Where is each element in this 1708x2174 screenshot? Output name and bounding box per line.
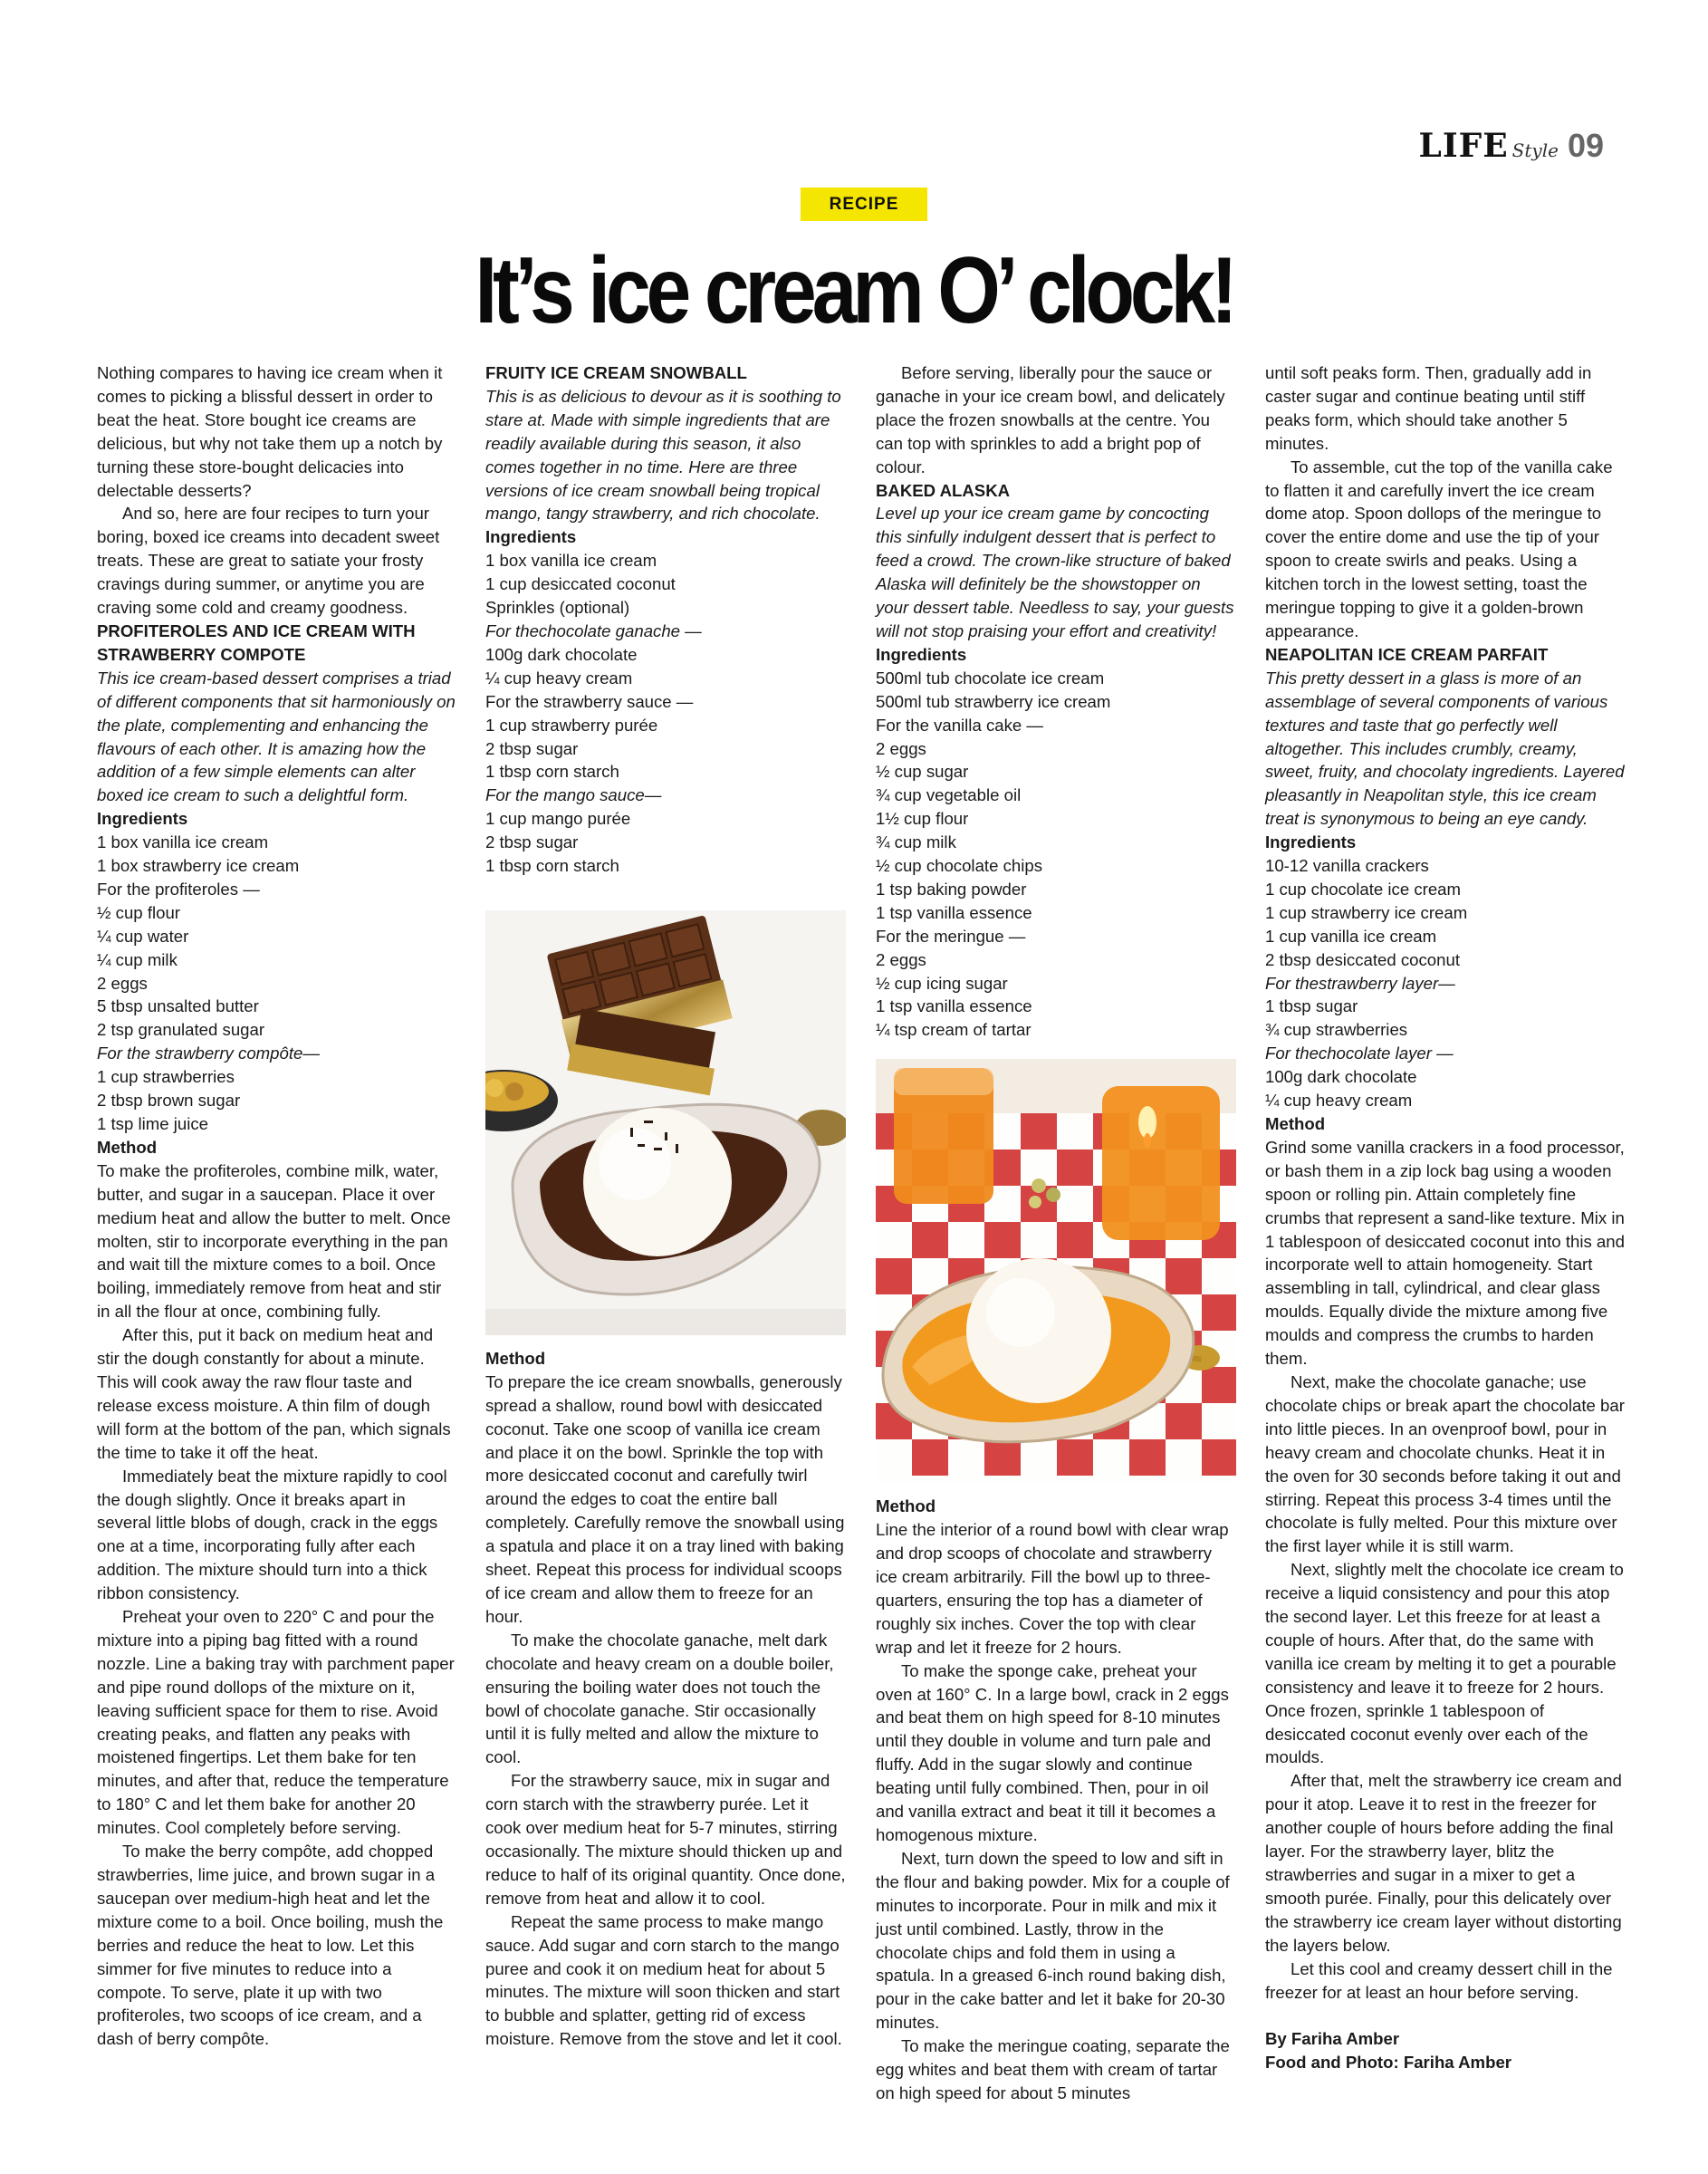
ingredient-line: 1 tbsp corn starch	[485, 856, 619, 876]
photo-credit: Food and Photo: Fariha Amber	[1265, 2053, 1512, 2073]
ingredient-line: ¼ cup water	[97, 926, 189, 946]
ingredient-line: 1 tsp vanilla essence	[876, 996, 1032, 1016]
ingredient-line: 500ml tub chocolate ice cream	[876, 668, 1105, 688]
ingredient-line: 2 tsp granulated sugar	[97, 1020, 265, 1040]
column-4	[1265, 361, 1626, 2074]
method-paragraph: Next, make the chocolate ganache; use chocolate chips or break apart the chocolate bar into little pieces. In an ovenproof bowl, pour in heavy cream and chocolate chunks. Heat it in the oven for 30 seconds before taking it out and stirring. Repeat this process 3-4 times until the chocolate is fully melted. Pour this mixture over the first layer while it is still warm.	[1265, 1371, 1625, 1556]
method-paragraph: Repeat the same process to make mango sauce. Add sugar and corn starch to the mango puree and cook it on medium heat for about 5 minutes. The mixture will soon thicken and start to bubble and splatter, getting rid of excess moisture. Remove from the stove and let it cool.	[485, 1911, 842, 2049]
ingredient-line: 1 cup strawberry ice cream	[1265, 902, 1468, 922]
recipe-intro: This is as delicious to devour as it is soothing to stare at. Made with simple ingredients that are readily available during this season, it also comes together in no time. Here are three versions of ice cream snowball being tropical mango, tangy strawberry, and rich chocolate.	[485, 386, 841, 524]
mango-snowball-photo	[876, 1059, 1236, 1483]
ingredient-line: 1 cup mango purée	[485, 809, 631, 829]
method-heading: Method	[97, 1137, 158, 1157]
recipe-title-profiteroles: PROFITEROLES AND ICE CREAM WITH STRAWBERRY COMPOTE	[97, 620, 416, 664]
recipe-title-baked-alaska: BAKED ALASKA	[876, 480, 1011, 500]
ingredient-line: For the meringue —	[876, 926, 1026, 946]
ingredient-line: 5 tbsp unsalted butter	[97, 996, 259, 1016]
ingredient-line: 1 cup chocolate ice cream	[1265, 879, 1462, 899]
headline: It’s ice cream O’ clock!	[475, 238, 1233, 343]
ingredient-sublabel: For the strawberry sauce —	[485, 691, 694, 711]
ingredient-sublabel: For thestrawberry layer—	[1265, 973, 1455, 993]
ingredient-line: 100g dark chocolate	[485, 644, 638, 664]
ingredients-heading: Ingredients	[97, 809, 188, 829]
section-tag: RECIPE	[801, 188, 927, 221]
method-paragraph: Preheat your oven to 220° C and pour the mixture into a piping bag fitted with a round nozzle. Line a baking tray with parchment paper and pipe round dollops of the mixture on it, leaving sufficient space for them to rise. Avoid creating peaks, and flatten any peaks with moistened fingertips. Let them bake for ten minutes, and after that, reduce the temperature to 180° C and let them bake for another 20 minutes. Cool completely before serving.	[97, 1607, 455, 1838]
method-paragraph: To make the berry compôte, add chopped strawberries, lime juice, and brown sugar in a saucepan over medium-high heat and let the mixture come to a boil. Once boiling, mush the berries and reduce the heat to low. Let this simmer for five minutes to reduce into a compote. To serve, plate it up with two profiteroles, two scoops of ice cream, and a dash of berry compôte.	[97, 1842, 444, 2049]
snowball-illustration	[485, 910, 846, 1335]
juice-glass	[894, 1068, 993, 1204]
method-paragraph: To prepare the ice cream snowballs, generously spread a shallow, round bowl with desiccated coconut. Take one scoop of vanilla ice cream and place it on the bowl. Sprinkle the top with more desiccated coconut and carefully twirl around the edges to coat the entire ball completely. Carefully remove the snowball using a spatula and place it on a tray lined with baking sheet. Repeat this process for individual scoops of ice cream and allow them to freeze for an hour.	[485, 1371, 845, 1626]
mango-snowball-illustration	[876, 1059, 1236, 1483]
method-paragraph: Let this cool and creamy dessert chill in the freezer for at least an hour before serving.	[1265, 1958, 1613, 2002]
ingredients-heading: Ingredients	[1265, 832, 1357, 852]
recipe-title-parfait: NEAPOLITAN ICE CREAM PARFAIT	[1265, 644, 1549, 664]
ingredient-line: 1 tsp lime juice	[97, 1114, 208, 1133]
ingredient-line: ¼ cup milk	[97, 949, 178, 969]
ingredient-line: 2 eggs	[876, 949, 926, 969]
juice-glass-2	[1102, 1086, 1220, 1240]
ingredient-line: Sprinkles (optional)	[485, 598, 630, 618]
ingredient-line: 1 tbsp sugar	[1265, 996, 1358, 1016]
method-paragraph: To make the profiteroles, combine milk, water, butter, and sugar in a saucepan. Place it over medium heat and allow the butter to melt. Once molten, stir to incorporate everything in the pan and wait till the mixture comes to a boil. Once boiling, immediately remove from heat and stir in all the flour at once, combining fully.	[97, 1160, 451, 1322]
method-heading: Method	[876, 1496, 936, 1516]
snowball-photo	[485, 910, 846, 1335]
method-paragraph: To make the chocolate ganache, melt dark chocolate and heavy cream on a double boiler, ensuring the boiling water does not touch the bowl of chocolate ganache. Stir occasionally until it is fully melted and allow the mixture to cool.	[485, 1630, 834, 1767]
ingredient-line: ¼ tsp cream of tartar	[876, 1020, 1032, 1040]
ingredient-sublabel: For thechocolate ganache —	[485, 620, 702, 640]
ingredient-line: 1 tbsp corn starch	[485, 762, 619, 782]
ingredient-line: For the profiteroles —	[97, 879, 260, 899]
ingredient-line: 1 box vanilla ice cream	[97, 832, 269, 852]
method-paragraph: Line the interior of a round bowl with clear wrap and drop scoops of chocolate and strawberry ice cream arbitrarily. Fill the bowl up to three-quarters, ensuring the top has a diameter of roughly six inches. Cover the top with clear wrap and let it freeze for 2 hours.	[876, 1520, 1229, 1657]
recipe-intro: This pretty dessert in a glass is more of an assemblage of several components of various textures and taste that go perfectly well altogether. This includes crumbly, creamy, sweet, fruity, and chocolaty ingredients. Layered pleasantly in Neapolitan style, this ice cream treat is synonymous to being an eye candy.	[1265, 668, 1625, 829]
ingredient-line: 1½ cup flour	[876, 809, 969, 829]
ingredients-heading: Ingredients	[876, 644, 967, 664]
ingredient-line: ¾ cup strawberries	[1265, 1020, 1408, 1040]
ingredient-line: 1 tsp vanilla essence	[876, 902, 1032, 922]
ingredient-line: ¼ cup heavy cream	[485, 668, 633, 688]
ingredient-line: 2 tbsp sugar	[485, 738, 579, 758]
ingredient-line: 1 box strawberry ice cream	[97, 856, 300, 876]
intro-paragraph: Nothing compares to having ice cream when it comes to picking a blissful dessert in order to beat the heat. Store bought ice creams are delicious, but why not take them up a notch by turning these store-bought delicacies into delectable desserts?	[97, 363, 443, 500]
continued-paragraph: until soft peaks form. Then, gradually add in caster sugar and continue beating until stiff peaks form, which should take another 5 minutes.	[1265, 363, 1592, 453]
ingredient-line: ¼ cup heavy cream	[1265, 1091, 1413, 1111]
ingredient-line: ¾ cup vegetable oil	[876, 785, 1022, 805]
ingredient-sublabel: For the mango sauce—	[485, 785, 662, 805]
intro-paragraph-2: And so, here are four recipes to turn your boring, boxed ice creams into decadent sweet treats. These are great to satiate your frosty cravings during summer, or anytime you are craving some cold and creamy goodness.	[97, 504, 440, 618]
ingredient-line: 1 cup vanilla ice cream	[1265, 926, 1437, 946]
method-paragraph: For the strawberry sauce, mix in sugar and corn starch with the strawberry purée. Let it cook over medium heat for 5-7 minutes, stirring occasionally. The mixture should thicken up and reduce to half of its original quantity. Once done, remove from heat and allow it to cool.	[485, 1771, 846, 1908]
method-paragraph: Grind some vanilla crackers in a food processor, or bash them in a zip lock bag using a wooden spoon or rolling pin. Attain completely fine crumbs that represent a sand-like texture. Mix in 1 tablespoon of desiccated coconut into this and incorporate well to attain homogeneity. Start assembling in tall, cylindrical, and clear glass moulds. Equally divide the mixture among five moulds and compress the crumbs to harden them.	[1265, 1137, 1625, 1369]
recipe-intro: This ice cream-based dessert comprises a triad of different components that sit harmoniously on the plate, complementing and enhancing the flavours of each other. It is amazing how the addition of a few simple elements can alter boxed ice cream to such a delightful form.	[97, 668, 456, 805]
column-1	[97, 361, 457, 2051]
ingredient-sublabel: For thechocolate layer —	[1265, 1044, 1454, 1063]
ingredient-line: 100g dark chocolate	[1265, 1067, 1417, 1087]
serving-paragraph: Before serving, liberally pour the sauce or ganache in your ice cream bowl, and delicately place the frozen snowballs at the centre. You can top with sprinkles to add a bright pop of colour.	[876, 363, 1225, 476]
logo-script: Style	[1511, 139, 1559, 161]
ingredient-line: 1 cup strawberries	[97, 1067, 235, 1087]
method-paragraph: Next, slightly melt the chocolate ice cream to receive a liquid consistency and pour this atop the second layer. Let this freeze for at least a couple of hours. After that, do the same with vanilla ice cream by melting it to get a pourable consistency and leave it to freeze for 2 hours. Once frozen, sprinkle 1 tablespoon of desiccated coconut evenly over each of the moulds.	[1265, 1560, 1624, 1767]
ingredient-line: ¾ cup milk	[876, 832, 956, 852]
method-paragraph: Next, turn down the speed to low and sift in the flour and baking powder. Mix for a couple of minutes to incorporate. Pour in milk and mix it just until combined. Lastly, throw in the chocolate chips and fold them in using a spatula. In a greased 6-inch round baking dish, pour in the cake batter and let it bake for 20-30 minutes.	[876, 1848, 1230, 2033]
ingredient-line: ½ cup icing sugar	[876, 973, 1008, 993]
ingredient-line: 1 tsp baking powder	[876, 879, 1027, 899]
ingredient-line: ½ cup sugar	[876, 762, 969, 782]
method-paragraph: After this, put it back on medium heat and stir the dough constantly for about a minute. This will cook away the raw flour taste and release excess moisture. A thin film of dough will form at the bottom of the pan, which signals the time to take it off the heat.	[97, 1325, 451, 1462]
byline-spacer	[1265, 2004, 1626, 2027]
life-style-logo	[1419, 127, 1559, 165]
ingredient-line: 2 eggs	[97, 973, 148, 993]
masthead	[1419, 127, 1604, 165]
ingredient-sublabel: For the strawberry compôte—	[97, 1044, 320, 1063]
ingredient-line: 500ml tub strawberry ice cream	[876, 691, 1111, 711]
ingredient-line: 1 cup desiccated coconut	[485, 574, 676, 594]
ingredient-line: For the vanilla cake —	[876, 715, 1043, 735]
method-paragraph: Immediately beat the mixture rapidly to cool the dough slightly. Once it breaks apart in several little blobs of dough, crack in the eggs one at a time, incorporating fully after each addition. The mixture should turn into a thick ribbon consistency.	[97, 1466, 447, 1603]
ingredient-line: 2 eggs	[876, 738, 926, 758]
method-paragraph: To make the sponge cake, preheat your oven at 160° C. In a large bowl, crack in 2 eggs and beat them on high speed for 8-10 minutes until they double in volume and turn pale and fluffy. Add in the sugar slowly and continue beating until fully combined. Then, pour in oil and vanilla extract and beat it till it becomes a homogenous mixture.	[876, 1660, 1229, 1844]
method-paragraph: To make the meringue coating, separate the egg whites and beat them with cream of tartar on high speed for about 5 minutes	[876, 2036, 1230, 2102]
ingredient-line: 2 tbsp sugar	[485, 832, 579, 852]
byline: By Fariha Amber	[1265, 2029, 1400, 2049]
ingredient-line: 2 tbsp desiccated coconut	[1265, 949, 1460, 969]
assembly-paragraph: To assemble, cut the top of the vanilla cake to flatten it and carefully invert the ice cream dome atop. Spoon dollops of the meringue to cover the entire dome and use the tip of your spoon to create swirls and peaks. Using a kitchen torch in the lowest setting, toast the meringue topping to give it a golden-brown appearance.	[1265, 457, 1613, 640]
ingredient-line: ½ cup flour	[97, 902, 180, 922]
recipe-title-snowball: FRUITY ICE CREAM SNOWBALL	[485, 363, 747, 382]
method-heading: Method	[1265, 1114, 1326, 1133]
recipe-intro: Level up your ice cream game by concocting this sinfully indulgent dessert that is perfect to feed a crowd. The crown-like structure of baked Alaska will definitely be the showstopper on your dessert table. Needless to say, your guests will not stop praising your effort and creativity!	[876, 504, 1234, 640]
method-paragraph: After that, melt the strawberry ice cream and pour it atop. Leave it to rest in the freezer for another couple of hours before adding the final layer. For the strawberry layer, blitz the strawberries and sugar in a mixer to get a smooth purée. Finally, pour this delicately over the strawberry ice cream layer without distorting the layers below.	[1265, 1771, 1622, 1955]
page-number: 09	[1567, 127, 1604, 164]
ingredient-line: 1 box vanilla ice cream	[485, 551, 657, 571]
method-heading: Method	[485, 1348, 546, 1368]
ingredient-line: 2 tbsp brown sugar	[97, 1091, 241, 1111]
ingredients-heading: Ingredients	[485, 527, 577, 547]
ingredient-line: 10-12 vanilla crackers	[1265, 856, 1429, 876]
ingredient-line: 1 cup strawberry purée	[485, 715, 658, 735]
logo-wordmark: LIFE	[1418, 127, 1509, 165]
ingredient-line: ½ cup chocolate chips	[876, 856, 1042, 876]
